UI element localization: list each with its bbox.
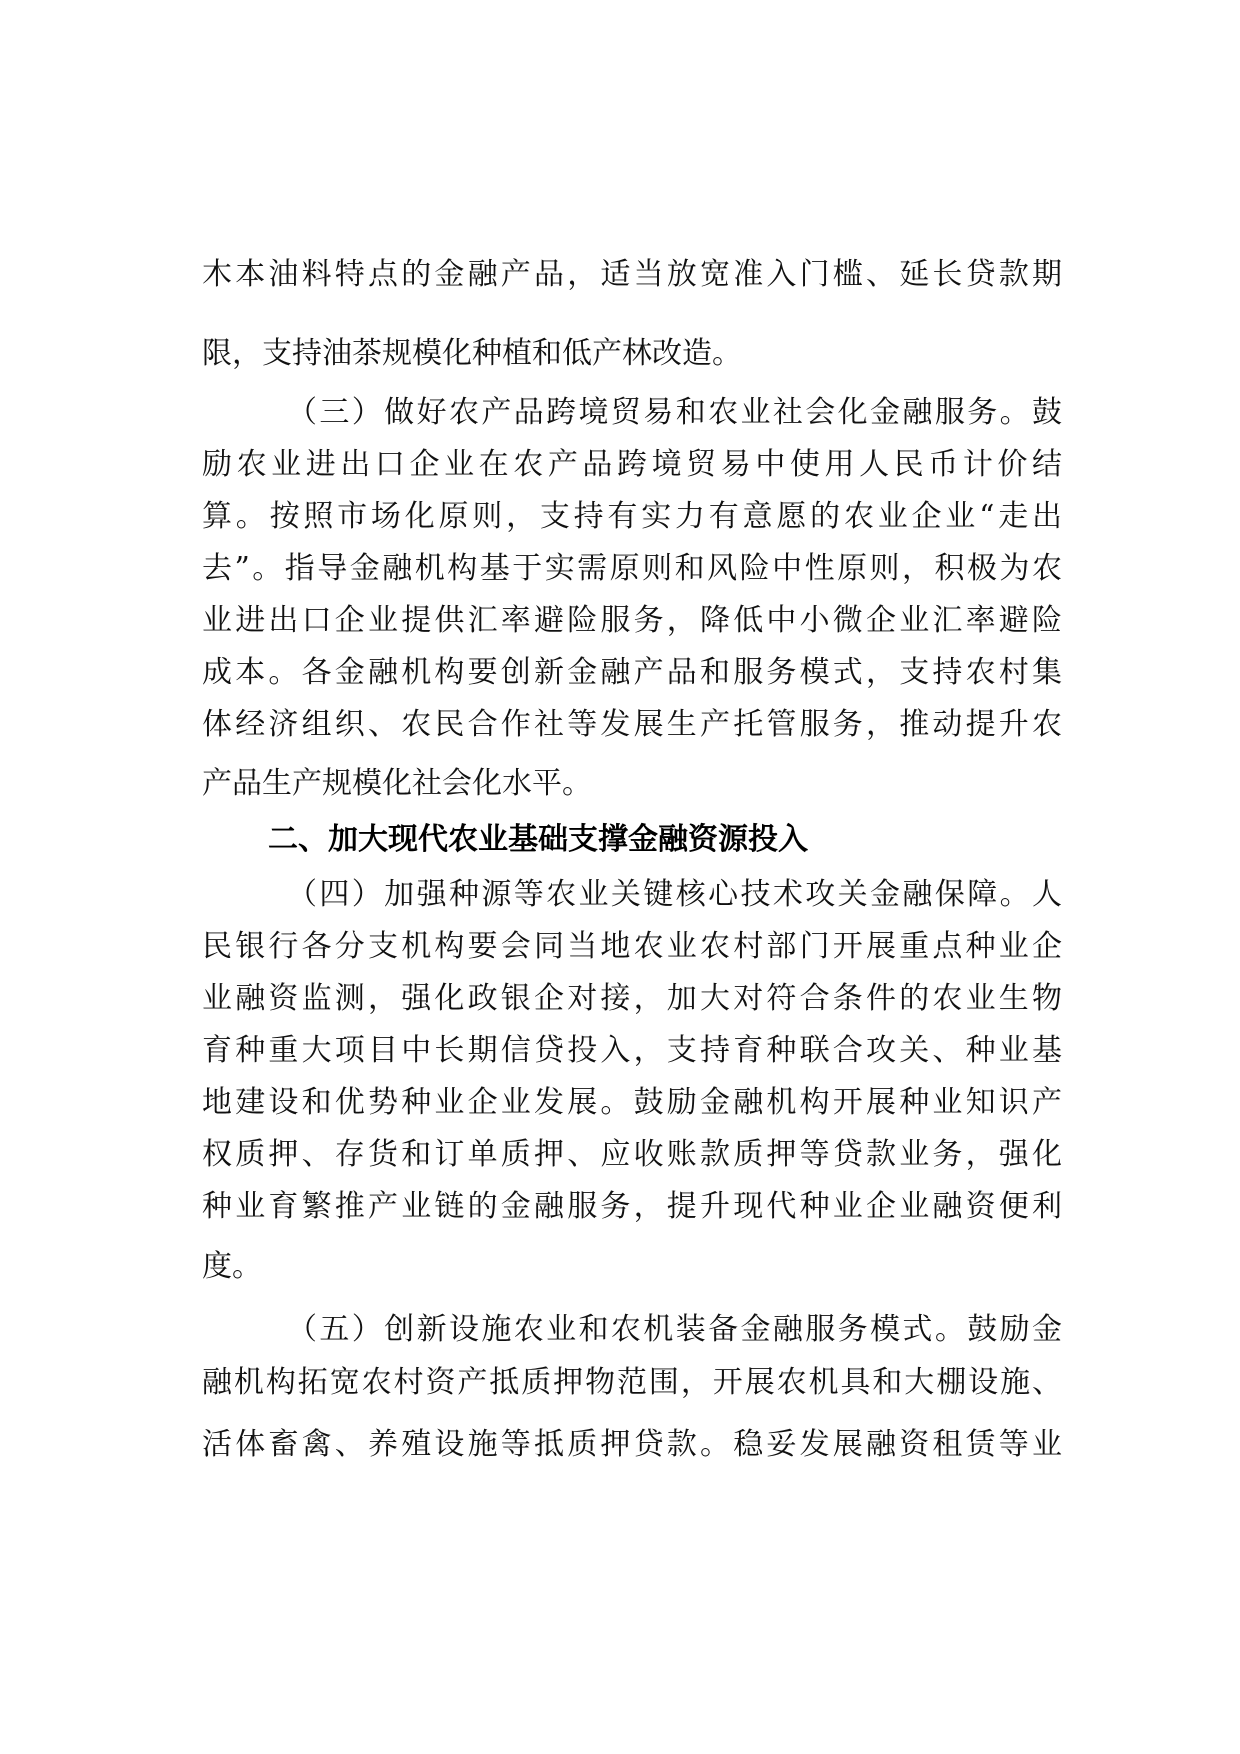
text-line: 业融资监测，强化政银企对接，加大对符合条件的农业生物 (202, 981, 1062, 1016)
paragraph-start-line: （五）创新设施农业和农机装备金融服务模式。鼓励金 (287, 1312, 1062, 1347)
text-line: 去”。指导金融机构基于实需原则和风险中性原则，积极为农 (202, 551, 1062, 586)
paragraph-start-line: （三）做好农产品跨境贸易和农业社会化金融服务。鼓 (287, 395, 1062, 430)
text-line: 融机构拓宽农村资产抵质押物范围，开展农机具和大棚设施、 (202, 1365, 1062, 1400)
text-line: 体经济组织、农民合作社等发展生产托管服务，推动提升农 (202, 707, 1062, 742)
text-line: 度。 (202, 1249, 262, 1284)
text-line: 励农业进出口企业在农产品跨境贸易中使用人民币计价结 (202, 447, 1062, 482)
text-line: 产品生产规模化社会化水平。 (202, 766, 592, 801)
text-line: 地建设和优势种业企业发展。鼓励金融机构开展种业知识产 (202, 1085, 1062, 1120)
text-line: 限，支持油茶规模化种植和低产林改造。 (202, 336, 742, 371)
text-line: 种业育繁推产业链的金融服务，提升现代种业企业融资便利 (202, 1189, 1062, 1224)
text-line: 权质押、存货和订单质押、应收账款质押等贷款业务，强化 (202, 1137, 1062, 1172)
text-line: 育种重大项目中长期信贷投入，支持育种联合攻关、种业基 (202, 1033, 1062, 1068)
text-line: 民银行各分支机构要会同当地农业农村部门开展重点种业企 (202, 929, 1062, 964)
text-line: 算。按照市场化原则，支持有实力有意愿的农业企业“走出 (202, 499, 1062, 534)
section-heading: 二、加大现代农业基础支撑金融资源投入 (268, 822, 808, 857)
text-line: 成本。各金融机构要创新金融产品和服务模式，支持农村集 (202, 655, 1062, 690)
text-line: 木本油料特点的金融产品，适当放宽准入门槛、延长贷款期 (202, 257, 1062, 292)
paragraph-start-line: （四）加强种源等农业关键核心技术攻关金融保障。人 (287, 877, 1062, 912)
text-line: 活体畜禽、养殖设施等抵质押贷款。稳妥发展融资租赁等业 (202, 1427, 1062, 1462)
text-line: 业进出口企业提供汇率避险服务，降低中小微企业汇率避险 (202, 603, 1062, 638)
